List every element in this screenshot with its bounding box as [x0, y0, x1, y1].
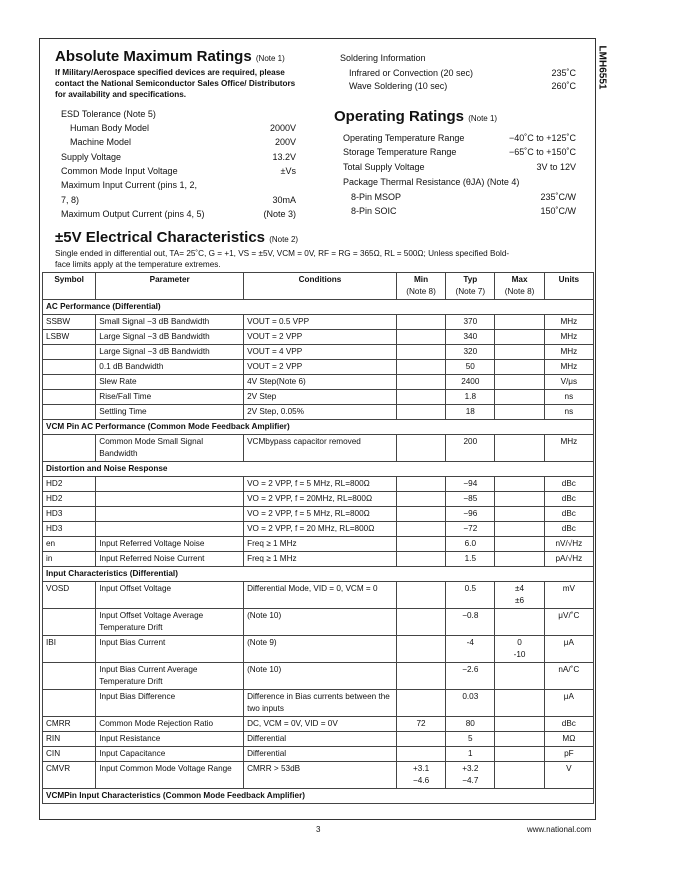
cell-conditions: Differential: [244, 732, 397, 747]
cell-max: [495, 405, 544, 420]
cell-conditions: (Note 9): [244, 636, 397, 663]
cell-max: [495, 390, 544, 405]
table-row: [43, 375, 594, 390]
abs-max-value: 13.2V: [272, 152, 296, 162]
cell-conditions: 2V Step: [244, 390, 397, 405]
cell-typ: −72: [446, 522, 495, 537]
cell-min: [396, 690, 445, 717]
cell-min: [396, 375, 445, 390]
cell-parameter: Slew Rate: [96, 375, 244, 390]
table-section-row: [43, 420, 594, 435]
cell-symbol: CIN: [43, 747, 96, 762]
cell-min: [396, 537, 445, 552]
table-row: [43, 582, 594, 609]
table-section-row: [43, 567, 594, 582]
abs-max-label: ESD Tolerance (Note 5): [61, 109, 156, 119]
table-row: [43, 609, 594, 636]
cell-units: MHz: [544, 360, 593, 375]
cell-typ: 5: [446, 732, 495, 747]
table-row: [43, 636, 594, 663]
cell-conditions: Freq ≥ 1 MHz: [244, 552, 397, 567]
op-label: Total Supply Voltage: [343, 162, 425, 172]
cell-max: [495, 552, 544, 567]
cell-typ: 200: [446, 435, 495, 462]
soldering-title: Soldering Information: [340, 53, 426, 63]
cell-max: [495, 537, 544, 552]
cell-units: V: [544, 762, 593, 789]
op-value: 150˚C/W: [540, 206, 576, 216]
cell-symbol: VOSD: [43, 582, 96, 609]
cell-units: nV/√Hz: [544, 537, 593, 552]
cell-max: [495, 717, 544, 732]
table-row: [43, 663, 594, 690]
table-row: [43, 522, 594, 537]
abs-max-label: 7, 8): [61, 195, 80, 205]
cell-typ: 0.03: [446, 690, 495, 717]
cell-max: [495, 435, 544, 462]
cell-max: [495, 522, 544, 537]
cell-min: [396, 435, 445, 462]
cell-parameter: Input Referred Voltage Noise: [96, 537, 244, 552]
cell-max: 0 -10: [495, 636, 544, 663]
cell-symbol: SSBW: [43, 315, 96, 330]
abs-max-warning: If Military/Aerospace specified devices are required, please contact the National Semiconductor Sales Office/ Distributors for availability and specifications.: [55, 68, 296, 99]
cell-parameter: Input Offset Voltage: [96, 582, 244, 609]
cell-parameter: Input Resistance: [96, 732, 244, 747]
cell-max: ±4 ±6: [495, 582, 544, 609]
cell-conditions: DC, VCM = 0V, VID = 0V: [244, 717, 397, 732]
cell-min: [396, 315, 445, 330]
cell-typ: 370: [446, 315, 495, 330]
cell-parameter: [96, 522, 244, 537]
cell-conditions: VOUT = 4 VPP: [244, 345, 397, 360]
section-title: VCMPin Input Characteristics (Common Mode Feedback Amplifier): [43, 789, 594, 804]
cell-max: [495, 345, 544, 360]
table-row: [43, 435, 594, 462]
col-parameter: Parameter: [96, 273, 244, 300]
cell-symbol: HD2: [43, 492, 96, 507]
cell-conditions: 2V Step, 0.05%: [244, 405, 397, 420]
side-label: LMH6551: [596, 45, 608, 90]
cell-units: ns: [544, 390, 593, 405]
cell-symbol: [43, 405, 96, 420]
cell-symbol: [43, 375, 96, 390]
cell-max: [495, 732, 544, 747]
footer-site: www.national.com: [527, 825, 592, 834]
cell-symbol: CMRR: [43, 717, 96, 732]
cell-units: dBc: [544, 492, 593, 507]
cell-symbol: HD3: [43, 522, 96, 537]
page-number: 3: [316, 825, 321, 834]
col-conditions: Conditions: [244, 273, 397, 300]
cell-typ: −85: [446, 492, 495, 507]
op-value: 3V to 12V: [536, 162, 576, 172]
cell-typ: 0.5: [446, 582, 495, 609]
cell-symbol: [43, 360, 96, 375]
op-label: Storage Temperature Range: [343, 147, 457, 157]
cell-min: [396, 663, 445, 690]
cell-units: MHz: [544, 345, 593, 360]
abs-max-value: 200V: [274, 137, 296, 147]
op-label: Package Thermal Resistance (θJA) (Note 4): [343, 177, 520, 187]
cell-min: [396, 345, 445, 360]
cell-conditions: Differential: [244, 747, 397, 762]
cell-typ: −0.8: [446, 609, 495, 636]
abs-max-label: Maximum Output Current (pins 4, 5): [61, 209, 205, 219]
cell-max: [495, 477, 544, 492]
cell-typ: 18: [446, 405, 495, 420]
cell-symbol: RIN: [43, 732, 96, 747]
cell-units: pF: [544, 747, 593, 762]
soldering-value: 260˚C: [551, 81, 576, 91]
cell-typ: 6.0: [446, 537, 495, 552]
cell-parameter: Settling Time: [96, 405, 244, 420]
cell-typ: 2400: [446, 375, 495, 390]
cell-typ: -4: [446, 636, 495, 663]
cell-parameter: Input Common Mode Voltage Range: [96, 762, 244, 789]
table-section-row: [43, 462, 594, 477]
table-row: [43, 390, 594, 405]
cell-conditions: VO = 2 VPP, f = 5 MHz, RL=800Ω: [244, 507, 397, 522]
cell-max: [495, 315, 544, 330]
cell-symbol: CMVR: [43, 762, 96, 789]
cell-symbol: [43, 390, 96, 405]
cell-units: dBc: [544, 522, 593, 537]
abs-max-label: Machine Model: [70, 137, 132, 147]
op-title: Operating Ratings (Note 1): [334, 108, 498, 125]
cell-min: [396, 330, 445, 345]
cell-symbol: [43, 609, 96, 636]
table-header-row: [43, 273, 594, 300]
cell-parameter: Input Capacitance: [96, 747, 244, 762]
cell-min: 72: [396, 717, 445, 732]
cell-typ: 1: [446, 747, 495, 762]
table-row: [43, 717, 594, 732]
cell-max: [495, 690, 544, 717]
op-label: 8-Pin SOIC: [351, 206, 397, 216]
cell-min: [396, 552, 445, 567]
cell-conditions: VO = 2 VPP, f = 5 MHz, RL=800Ω: [244, 477, 397, 492]
col-units: Units: [544, 273, 593, 300]
table-row: [43, 552, 594, 567]
cell-parameter: [96, 477, 244, 492]
cell-max: [495, 330, 544, 345]
cell-typ: +3.2 −4.7: [446, 762, 495, 789]
cell-conditions: VO = 2 VPP, f = 20MHz, RL=800Ω: [244, 492, 397, 507]
cell-max: [495, 375, 544, 390]
section-title: AC Performance (Differential): [43, 300, 594, 315]
op-value: −40˚C to +125˚C: [508, 133, 576, 143]
cell-conditions: Difference in Bias currents between the two inputs: [244, 690, 397, 717]
cell-symbol: in: [43, 552, 96, 567]
cell-parameter: Input Bias Difference: [96, 690, 244, 717]
table-row: [43, 405, 594, 420]
cell-typ: 1.8: [446, 390, 495, 405]
section-title: Distortion and Noise Response: [43, 462, 594, 477]
cell-conditions: VO = 2 VPP, f = 20 MHz, RL=800Ω: [244, 522, 397, 537]
table-row: [43, 762, 594, 789]
table-row: [43, 747, 594, 762]
cell-min: [396, 609, 445, 636]
table-row: [43, 732, 594, 747]
cell-parameter: Large Signal −3 dB Bandwidth: [96, 345, 244, 360]
cell-units: MHz: [544, 330, 593, 345]
cell-symbol: HD3: [43, 507, 96, 522]
cell-conditions: 4V Step(Note 6): [244, 375, 397, 390]
soldering-value: 235˚C: [551, 68, 576, 78]
ec-title: ±5V Electrical Characteristics (Note 2): [55, 229, 299, 246]
cell-min: [396, 492, 445, 507]
cell-typ: −96: [446, 507, 495, 522]
cell-min: [396, 477, 445, 492]
abs-max-label: Common Mode Input Voltage: [61, 166, 178, 176]
table-section-row: [43, 300, 594, 315]
abs-max-value: 2000V: [269, 123, 296, 133]
cell-conditions: VOUT = 2 VPP: [244, 360, 397, 375]
cell-units: ns: [544, 405, 593, 420]
soldering-label: Wave Soldering (10 sec): [349, 81, 448, 91]
cell-min: [396, 360, 445, 375]
cell-typ: 1.5: [446, 552, 495, 567]
cell-max: [495, 507, 544, 522]
cell-max: [495, 747, 544, 762]
cell-symbol: IBI: [43, 636, 96, 663]
cell-min: +3.1 −4.6: [396, 762, 445, 789]
table-row: [43, 360, 594, 375]
ec-intro-line2: face limits apply at the temperature extremes.: [55, 260, 221, 269]
cell-conditions: (Note 10): [244, 609, 397, 636]
abs-max-value: 30mA: [272, 195, 296, 205]
electrical-table: [42, 272, 594, 804]
cell-min: [396, 405, 445, 420]
cell-units: mV: [544, 582, 593, 609]
cell-parameter: Common Mode Rejection Ratio: [96, 717, 244, 732]
table-row: [43, 507, 594, 522]
cell-parameter: Common Mode Small Signal Bandwidth: [96, 435, 244, 462]
section-title: VCM Pin AC Performance (Common Mode Feedback Amplifier): [43, 420, 594, 435]
cell-typ: −2.6: [446, 663, 495, 690]
op-label: Operating Temperature Range: [343, 133, 465, 143]
cell-min: [396, 747, 445, 762]
cell-conditions: VOUT = 2 VPP: [244, 330, 397, 345]
cell-min: [396, 390, 445, 405]
soldering-label: Infrared or Convection (20 sec): [349, 68, 474, 78]
cell-units: pA/√Hz: [544, 552, 593, 567]
abs-max-label: Maximum Input Current (pins 1, 2,: [61, 180, 198, 190]
cell-units: nA/˚C: [544, 663, 593, 690]
cell-units: μV/˚C: [544, 609, 593, 636]
cell-typ: 320: [446, 345, 495, 360]
cell-conditions: CMRR > 53dB: [244, 762, 397, 789]
ec-intro-line1: Single ended in differential out, TA= 25˚C, G = +1, VS = ±5V, VCM = 0V, RF = RG = 365Ω, RL = 500Ω; Unless specified Bold-: [55, 249, 510, 258]
abs-max-value: (Note 3): [263, 209, 296, 219]
cell-conditions: VOUT = 0.5 VPP: [244, 315, 397, 330]
cell-symbol: [43, 345, 96, 360]
abs-max-label: Supply Voltage: [61, 152, 122, 162]
cell-units: MΩ: [544, 732, 593, 747]
cell-units: μA: [544, 636, 593, 663]
cell-parameter: [96, 507, 244, 522]
cell-parameter: Input Referred Noise Current: [96, 552, 244, 567]
op-value: 235˚C/W: [540, 192, 576, 202]
cell-parameter: [96, 492, 244, 507]
col-typ: Typ (Note 7): [446, 273, 495, 300]
cell-max: [495, 762, 544, 789]
cell-symbol: [43, 663, 96, 690]
cell-units: dBc: [544, 477, 593, 492]
cell-symbol: en: [43, 537, 96, 552]
cell-max: [495, 663, 544, 690]
cell-min: [396, 522, 445, 537]
cell-parameter: Small Signal −3 dB Bandwidth: [96, 315, 244, 330]
cell-parameter: Rise/Fall Time: [96, 390, 244, 405]
table-row: [43, 492, 594, 507]
abs-max-value: ±Vs: [280, 166, 296, 176]
cell-min: [396, 636, 445, 663]
col-min: Min (Note 8): [396, 273, 445, 300]
cell-parameter: Input Bias Current Average Temperature Drift: [96, 663, 244, 690]
cell-min: [396, 582, 445, 609]
col-max: Max (Note 8): [495, 273, 544, 300]
abs-max-title: Absolute Maximum Ratings (Note 1): [55, 48, 285, 65]
cell-typ: 80: [446, 717, 495, 732]
cell-conditions: VCMbypass capacitor removed: [244, 435, 397, 462]
cell-max: [495, 492, 544, 507]
cell-symbol: [43, 435, 96, 462]
cell-units: dBc: [544, 507, 593, 522]
cell-parameter: Input Bias Current: [96, 636, 244, 663]
cell-symbol: HD2: [43, 477, 96, 492]
cell-parameter: Large Signal −3 dB Bandwidth: [96, 330, 244, 345]
table-row: [43, 690, 594, 717]
table-section-row: [43, 789, 594, 804]
cell-conditions: Differential Mode, VID = 0, VCM = 0: [244, 582, 397, 609]
cell-typ: 50: [446, 360, 495, 375]
table-row: [43, 537, 594, 552]
cell-units: MHz: [544, 315, 593, 330]
cell-parameter: Input Offset Voltage Average Temperature Drift: [96, 609, 244, 636]
cell-conditions: (Note 10): [244, 663, 397, 690]
cell-max: [495, 360, 544, 375]
op-label: 8-Pin MSOP: [351, 192, 402, 202]
table-row: [43, 477, 594, 492]
cell-conditions: Freq ≥ 1 MHz: [244, 537, 397, 552]
cell-symbol: LSBW: [43, 330, 96, 345]
cell-units: MHz: [544, 435, 593, 462]
col-symbol: Symbol: [43, 273, 96, 300]
abs-max-label: Human Body Model: [70, 123, 150, 133]
cell-units: μA: [544, 690, 593, 717]
table-row: [43, 330, 594, 345]
cell-symbol: [43, 690, 96, 717]
table-row: [43, 345, 594, 360]
cell-min: [396, 507, 445, 522]
cell-min: [396, 732, 445, 747]
table-row: [43, 315, 594, 330]
cell-units: V/μs: [544, 375, 593, 390]
cell-units: dBc: [544, 717, 593, 732]
op-value: −65˚C to +150˚C: [508, 147, 576, 157]
cell-parameter: 0.1 dB Bandwidth: [96, 360, 244, 375]
cell-typ: 340: [446, 330, 495, 345]
cell-typ: −94: [446, 477, 495, 492]
cell-max: [495, 609, 544, 636]
section-title: Input Characteristics (Differential): [43, 567, 594, 582]
